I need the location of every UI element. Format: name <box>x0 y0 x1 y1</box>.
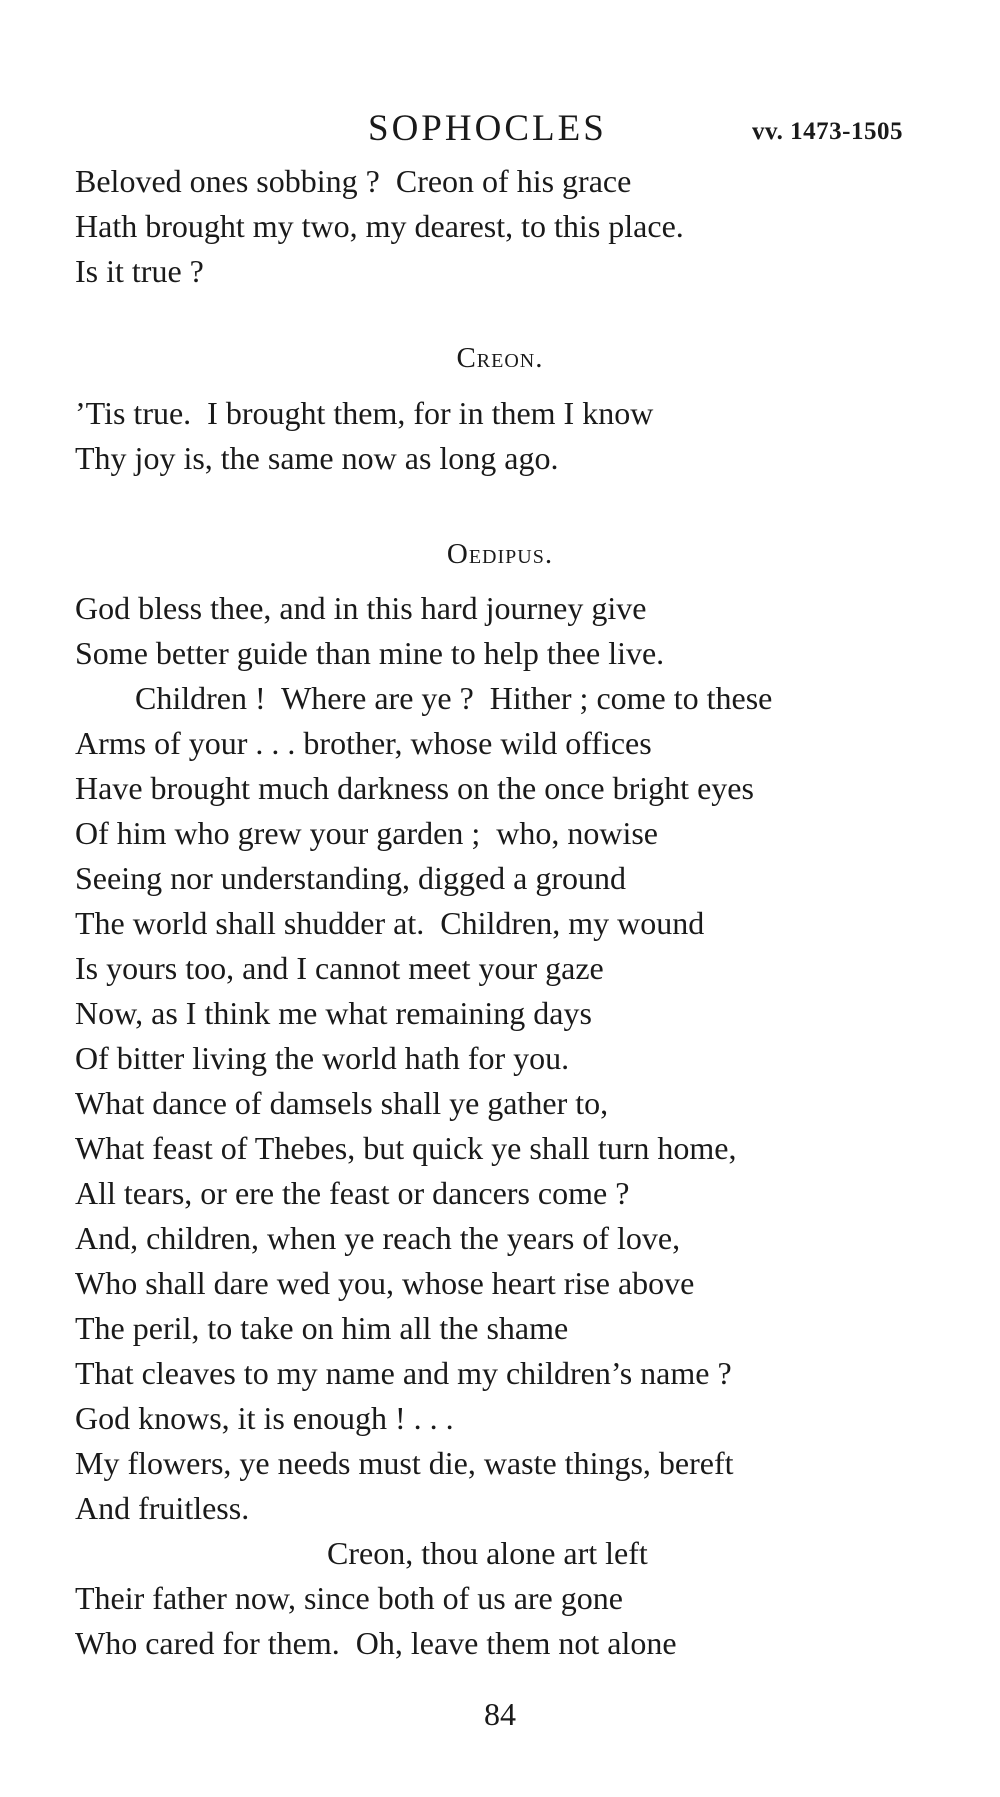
verse-line: Is it true ? <box>75 253 204 289</box>
verse-line: Of him who grew your garden ; who, nowise <box>75 815 658 851</box>
verse-line: Arms of your . . . brother, whose wild offices <box>75 725 652 761</box>
verse-block-2 <box>75 391 955 481</box>
verse-line: Thy joy is, the same now as long ago. <box>75 440 559 476</box>
verse-line: And fruitless. <box>75 1490 250 1526</box>
verse-line: God bless thee, and in this hard journey give <box>75 590 647 626</box>
verse-block-1 <box>75 159 955 294</box>
verse-line: Hath brought my two, my dearest, to this place. <box>75 208 684 244</box>
running-title: SOPHOCLES <box>368 108 607 149</box>
verse-line: Who shall dare wed you, whose heart rise above <box>75 1265 695 1301</box>
verse-line: Beloved ones sobbing ? Creon of his grace <box>75 163 632 199</box>
verse-line: Of bitter living the world hath for you. <box>75 1040 570 1076</box>
verse-line: The world shall shudder at. Children, my wound <box>75 905 705 941</box>
speaker-heading-creon: Creon. <box>456 342 544 374</box>
verse-line: That cleaves to my name and my children’s name ? <box>75 1355 732 1391</box>
verse-block-3 <box>75 586 955 1666</box>
verse-line: Who cared for them. Oh, leave them not alone <box>75 1625 677 1661</box>
verse-line: And, children, when ye reach the years of love, <box>75 1220 681 1256</box>
verse-line: All tears, or ere the feast or dancers come ? <box>75 1175 630 1211</box>
verse-range: vv. 1473-1505 <box>752 118 903 145</box>
verse-line: Their father now, since both of us are gone <box>75 1580 623 1616</box>
verse-line: Now, as I think me what remaining days <box>75 995 592 1031</box>
verse-line: Seeing nor understanding, digged a ground <box>75 860 626 896</box>
verse-line: God knows, it is enough ! . . . <box>75 1400 454 1436</box>
verse-line: What feast of Thebes, but quick ye shall turn home, <box>75 1130 737 1166</box>
verse-line: Is yours too, and I cannot meet your gaze <box>75 950 604 986</box>
page-number: 84 <box>484 1696 516 1732</box>
verse-line: Some better guide than mine to help thee live. <box>75 635 665 671</box>
verse-line: What dance of damsels shall ye gather to, <box>75 1085 609 1121</box>
verse-line: Children ! Where are ye ? Hither ; come to these <box>135 680 773 716</box>
verse-line: The peril, to take on him all the shame <box>75 1310 569 1346</box>
speaker-heading-oedipus: Oedipus. <box>446 538 554 570</box>
verse-line: ’Tis true. I brought them, for in them I know <box>75 395 654 431</box>
verse-line: My flowers, ye needs must die, waste things, bereft <box>75 1445 734 1481</box>
verse-line: Creon, thou alone art left <box>327 1535 648 1571</box>
running-head <box>0 104 1000 154</box>
verse-line: Have brought much darkness on the once bright eyes <box>75 770 754 806</box>
